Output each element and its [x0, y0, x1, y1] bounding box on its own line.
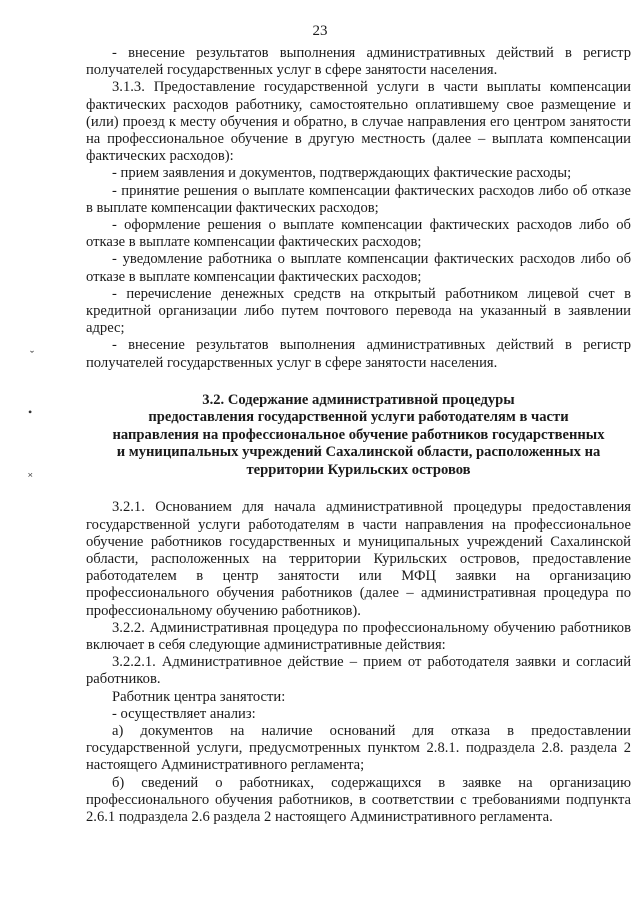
- paragraph: 3.2.2.1. Административное действие – прием от работодателя заявки и согласий работников.: [86, 654, 631, 688]
- heading-line: предоставления государственной услуги работодателям в части: [148, 409, 569, 426]
- paragraph: Работник центра занятости:: [112, 688, 286, 705]
- heading-line: направления на профессиональное обучение работников государственных: [112, 426, 605, 443]
- paragraph: 3.2.1. Основанием для начала административной процедуры предоставления государственной услуги работодателям в части направления на профессиональное обучение работников государственных и муниципальных учреждений Сахалинской области, расположенных на территории Курильских островов, предоставление работодателем в центр занятости или МФЦ заявки на организацию профессионального обучения работников (далее – административная процедура по профессиональному обучению работников).: [86, 499, 631, 619]
- list-item: - уведомление работника о выплате компенсации фактических расходов либо об отказе в выплате компенсации фактических расходов;: [86, 251, 631, 285]
- paragraph: 3.2.2. Административная процедура по профессиональному обучению работников включает в себя следующие административные действия:: [86, 619, 631, 653]
- paragraph: а) документов на наличие оснований для отказа в предоставлении государственной услуги, предусмотренных пунктом 2.8.1. подраздела 2.8. раздела 2 настоящего Административного регламента;: [86, 723, 631, 774]
- page-number: 23: [312, 23, 328, 39]
- list-item: - перечисление денежных средств на открытый работником лицевой счет в кредитной организации либо путем почтового перевода на указанный в заявлении адрес;: [86, 285, 631, 337]
- list-item: - внесение результатов выполнения административных действий в регистр получателей государственных услуг в сфере занятости населения.: [86, 337, 631, 371]
- document-body: [86, 45, 631, 826]
- heading-line: и муниципальных учреждений Сахалинской области, расположенных на: [116, 444, 601, 461]
- section-heading: [86, 392, 631, 480]
- paragraph: 3.1.3. Предоставление государственной услуги в части выплаты компенсации фактических расходов работнику, самостоятельно оплатившему свое размещение и (или) проезд к месту обучения и обратно, в случае направления его центром занятости на профессиональное обучение в другую местность (далее – выплата компенсации фактических расходов):: [86, 79, 631, 165]
- heading-line: территории Курильских островов: [246, 461, 471, 478]
- paragraph: б) сведений о работниках, содержащихся в заявке на организацию профессионального обучения работников, в соответствии с требованиями подпункта 2.6.1 подраздела 2.6 раздела 2 настоящего Административного регламента.: [86, 774, 631, 826]
- margin-mark: ˟: [28, 470, 33, 484]
- heading-line: 3.2. Содержание административной процедуры: [202, 391, 515, 408]
- paragraph: - осуществляет анализ:: [112, 705, 256, 722]
- list-item: - прием заявления и документов, подтверждающих фактические расходы;: [112, 165, 572, 182]
- paragraph: - внесение результатов выполнения административных действий в регистр получателей государственных услуг в сфере занятости населения.: [86, 45, 631, 79]
- margin-mark: ˇ: [30, 348, 34, 362]
- margin-mark: •: [28, 405, 33, 419]
- list-item: - оформление решения о выплате компенсации фактических расходов либо об отказе в выплате компенсации фактических расходов;: [86, 217, 631, 251]
- list-item: - принятие решения о выплате компенсации фактических расходов либо об отказе в выплате компенсации фактических расходов;: [86, 182, 631, 216]
